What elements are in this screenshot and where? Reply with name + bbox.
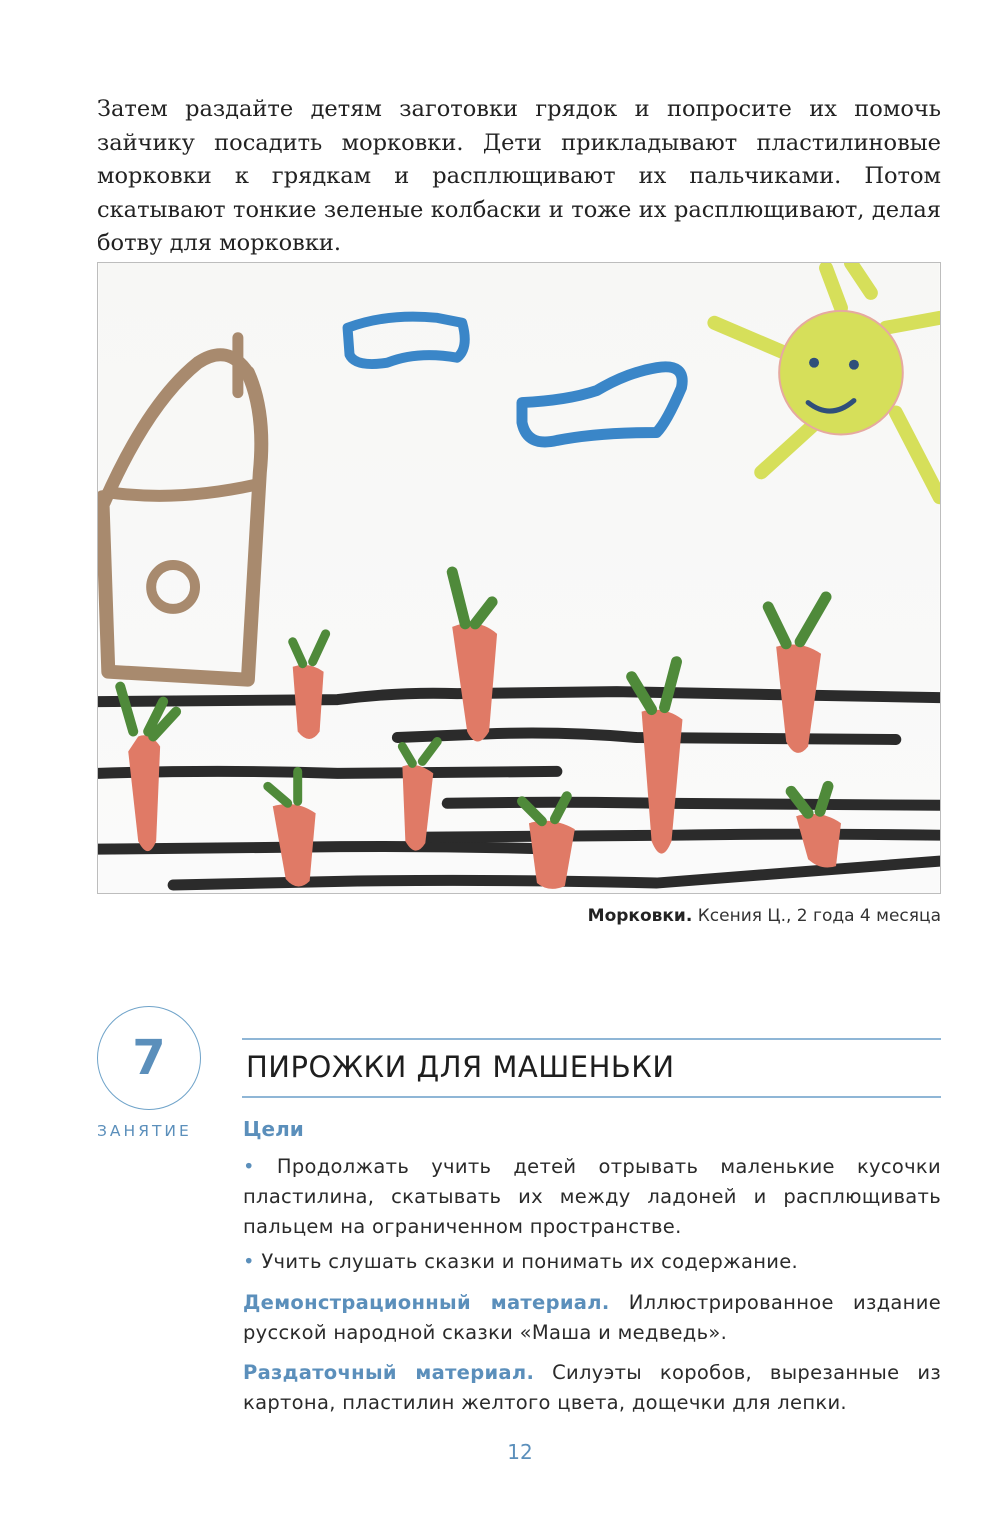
lesson-number-badge: 7 [97,1006,201,1110]
goals-heading: Цели [243,1117,304,1141]
sun-face [779,311,903,435]
demo-material-lead: Демонстрационный материал. [243,1291,610,1314]
handout-material-lead: Раздаточный материал. [243,1361,535,1384]
bullet-marker: • [243,1250,255,1273]
caption-author: Ксения Ц., 2 года 4 месяца [692,906,941,926]
demo-material [243,1288,941,1348]
page-number: 12 [507,1440,533,1464]
figure-caption [588,906,941,926]
bullet-marker: • [243,1155,255,1178]
caption-title: Морковки. [587,906,693,926]
intro-paragraph: Затем раздайте детям заготовки грядок и попросите их помочь зайчику посадить морковки. Дети прикладывают пластилиновые морковки к грядкам и расплющивают их пальчиками. Потом скатывают тонкие зеленые колбаски и тоже их расплющивают, делая ботву для морковки. [97,96,941,256]
lesson-label: ЗАНЯТИЕ [97,1122,192,1140]
heading-rule-bottom [242,1096,941,1098]
demo-material-text: Иллюстрированное издание русской народной сказки «Маша и медведь». [243,1291,942,1344]
goal-item-2 [243,1247,941,1277]
handout-material [243,1358,941,1418]
goal-text-2: Учить слушать сказки и понимать их содержание. [261,1250,799,1273]
lesson-title: ПИРОЖКИ ДЛЯ МАШЕНЬКИ [246,1050,675,1084]
goal-item-1 [243,1152,941,1242]
handout-material-text: Силуэты коробов, вырезанные из картона, пластилин желтого цвета, дощечки для лепки. [243,1361,941,1414]
plasticine-carrots-photo [97,262,941,894]
goal-text-1: Продолжать учить детей отрывать маленькие кусочки пластилина, скатывать их между ладоней и расплющивать пальцем на ограниченном пространстве. [243,1155,941,1238]
heading-rule-top [242,1038,941,1040]
carrots-artwork [98,263,940,893]
